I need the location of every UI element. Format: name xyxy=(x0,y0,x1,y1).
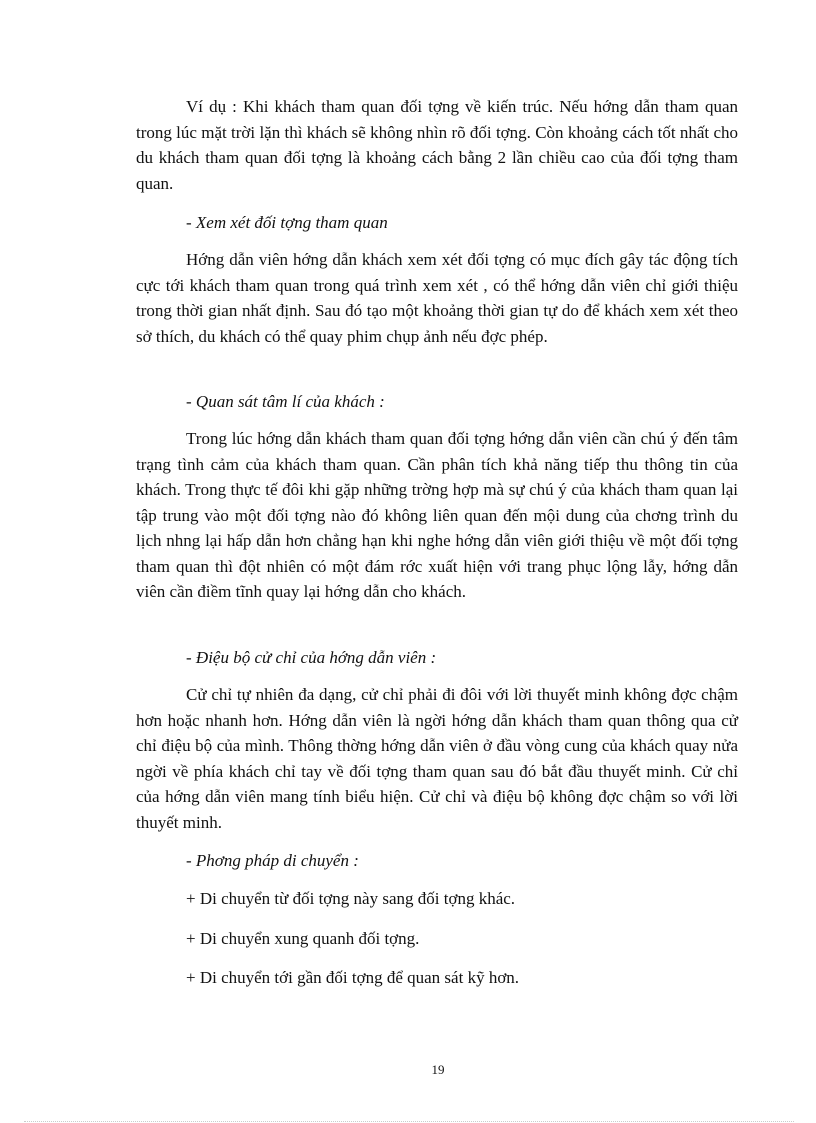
paragraph-xem-xet: Hớng dẫn viên hớng dẫn khách xem xét đối tợng có mục đích gây tác động tích cực tới khách tham quan trong quá trình xem xét , có thể hớng dẫn viên chỉ giới thiệu trong thời gian nhất định. Sau đó tạo một khoảng thời gian tự do để khách xem xét theo sở thích, du khách có thể quay phim chụp ảnh nếu đợc phép. xyxy=(136,250,738,346)
paragraph-example: Ví dụ : Khi khách tham quan đối tợng về kiến trúc. Nếu hớng dẫn tham quan trong lúc mặt trời lặn thì khách sẽ không nhìn rõ đối tợng. Còn khoảng cách tốt nhất cho du khách tham quan đối tợng là khoảng cách bằng 2 lần chiều cao của đối tợng tham quan. xyxy=(136,97,738,193)
page-number: 19 xyxy=(431,1062,445,1077)
bullet-item: + Di chuyển xung quanh đối tợng. xyxy=(186,929,420,948)
paragraph-dieu-bo-cu-chi: Cử chỉ tự nhiên đa dạng, cử chỉ phải đi đôi với lời thuyết minh không đợc chậm hơn hoặc nhanh hơn. Hớng dẫn viên là ngời hớng dẫn khách tham quan thông qua cử chỉ điệu bộ của mình. Thông thờng hớng dẫn viên ở đầu vòng cung của khách quay nửa ngời về phía khách chỉ tay về đối tợng tham quan sau đó bắt đầu thuyết minh. Cử chỉ của hớng dẫn viên mang tính biểu hiện. Cử chỉ và điệu bộ không đợc chậm so với lời thuyết minh. xyxy=(136,685,738,832)
heading-phuong-phap-di-chuyen: - Phơng pháp di chuyển : xyxy=(186,851,359,870)
footer-divider xyxy=(24,1121,794,1122)
heading-quan-sat-tam-li: - Quan sát tâm lí của khách : xyxy=(186,392,385,411)
heading-dieu-bo-cu-chi: - Điệu bộ cử chỉ của hớng dẫn viên : xyxy=(186,648,437,667)
paragraph-quan-sat-tam-li: Trong lúc hớng dẫn khách tham quan đối tợng hớng dẫn viên cần chú ý đến tâm trạng tình cảm của khách tham quan. Cần phân tích khả năng tiếp thu thông tin của khách. Trong thực tế đôi khi gặp những trờng hợp mà sự chú ý của khách tham quan lại tập trung vào một đối tợng nào đó không liên quan đến mội dung của chơng trình du lịch nhng lại hấp dẫn hơn chẳng hạn khi nghe hớng dẫn viên giới thiệu về một đối tợng tham quan thì đột nhiên có một đám rớc xuất hiện với trang phục lộng lẫy, hớng dẫn viên cần điềm tĩnh quay lại hớng dẫn cho khách. xyxy=(136,429,738,601)
heading-xem-xet: - Xem xét đối tợng tham quan xyxy=(186,213,388,232)
bullet-item: + Di chuyển từ đối tợng này sang đối tợng khác. xyxy=(186,889,516,908)
bullet-item: + Di chuyển tới gần đối tợng để quan sát kỹ hơn. xyxy=(186,968,520,987)
